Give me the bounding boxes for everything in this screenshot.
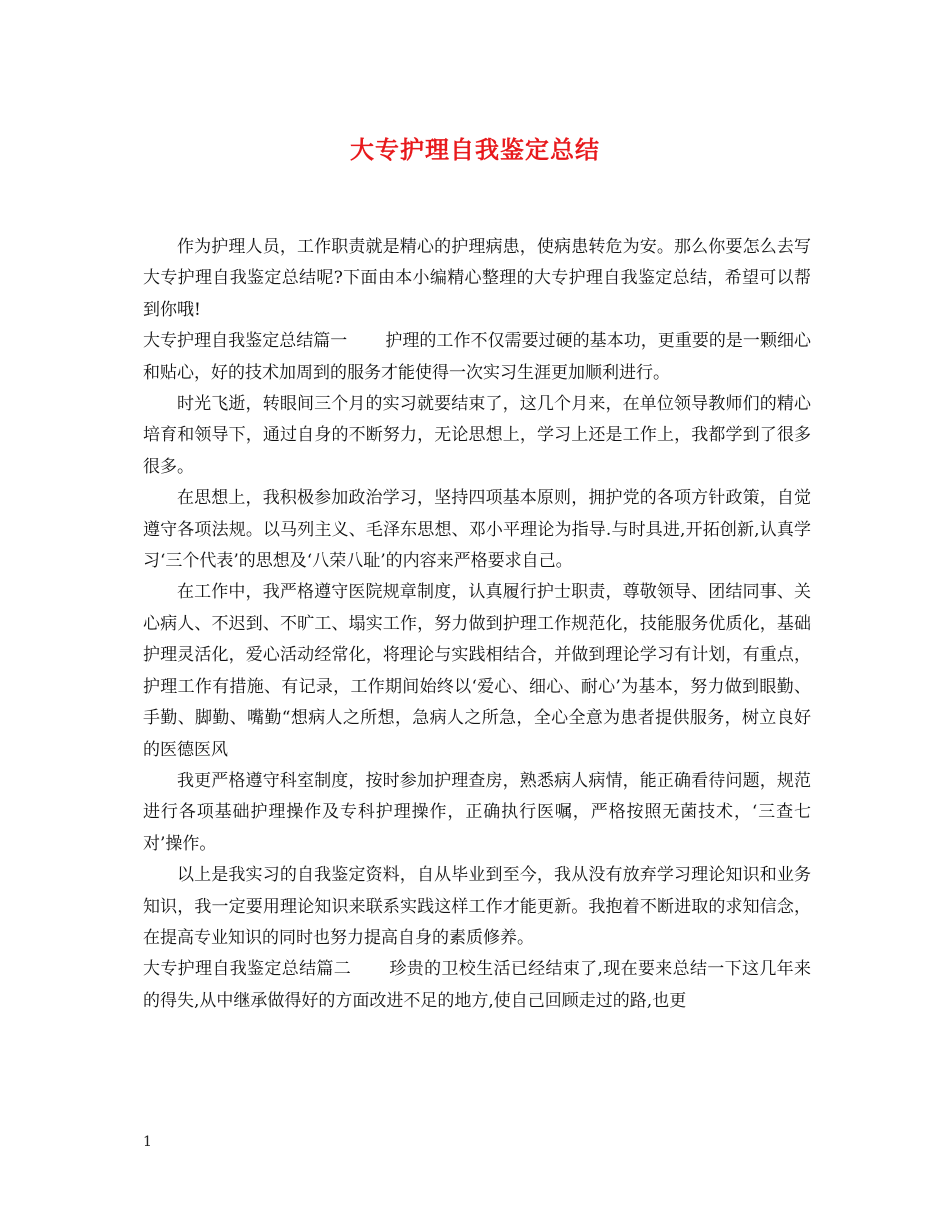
paragraph-time: 时光飞逝，转眼间三个月的实习就要结束了，这几个月来，在单位领导教师们的精心培育和领导下，通过自身的不断努力，无论思想上，学习上还是工作上，我都学到了很多很多。 <box>143 394 811 477</box>
section-1-paragraph <box>143 326 811 389</box>
paragraph-thought: 在思想上，我积极参加政治学习，坚持四项基本原则，拥护党的各项方针政策，自觉遵守各项法规。以马列主义、毛泽东思想、邓小平理论为指导.与时具进,开拓创新,认真学习‘三个代表’的思想及‘八荣八耻’的内容来严格要求自己。 <box>143 488 811 572</box>
section-1-heading: 大专护理自我鉴定总结篇一 <box>143 331 348 352</box>
document-title: 大专护理自我鉴定总结 <box>350 135 600 164</box>
section-2-text: 珍贵的卫校生活已经结束了,现在要来总结一下这几年来的得失,从中继承做得好的方面改进不足的地方,使自己回顾走过的路,也更 <box>143 959 812 1011</box>
section-1-text: 护理的工作不仅需要过硬的基本功，更重要的是一颗细心和贴心，好的技术加周到的服务才能使得一次实习生涯更加顺利进行。 <box>143 331 812 383</box>
section-2-paragraph <box>143 954 811 1017</box>
document-body <box>143 232 811 1017</box>
paragraph-rules: 我更严格遵守科室制度，按时参加护理查房，熟悉病人病情，能正确看待问题，规范进行各项基础护理操作及专科护理操作，正确执行医嘱，严格按照无菌技术，‘三查七对’操作。 <box>143 770 811 854</box>
intro-paragraph: 作为护理人员，工作职责就是精心的护理病患，使病患转危为安。那么你要怎么去写大专护理自我鉴定总结呢?下面由本小编精心整理的大专护理自我鉴定总结，希望可以帮到你哦! <box>143 237 811 320</box>
paragraph-summary: 以上是我实习的自我鉴定资料，自从毕业到至今，我从没有放弃学习理论知识和业务知识，我一定要用理论知识来联系实践这样工作才能更新。我抱着不断进取的求知信念，在提高专业知识的同时也努力提高自身的素质修养。 <box>143 865 811 948</box>
page-number: 1 <box>143 1134 152 1150</box>
section-2-heading: 大专护理自我鉴定总结篇二 <box>143 959 352 980</box>
paragraph-work: 在工作中，我严格遵守医院规章制度，认真履行护士职责，尊敬领导、团结同事、关心病人、不迟到、不旷工、塌实工作，努力做到护理工作规范化，技能服务优质化，基础护理灵活化，爱心活动经常化，将理论与实践相结合，并做到理论学习有计划，有重点，护理工作有措施、有记录，工作期间始终以‘爱心、细心、耐心’为基本，努力做到眼勤、手勤、脚勤、嘴勤“想病人之所想，急病人之所急，全心全意为患者提供服务，树立良好的医德医风 <box>143 582 811 760</box>
